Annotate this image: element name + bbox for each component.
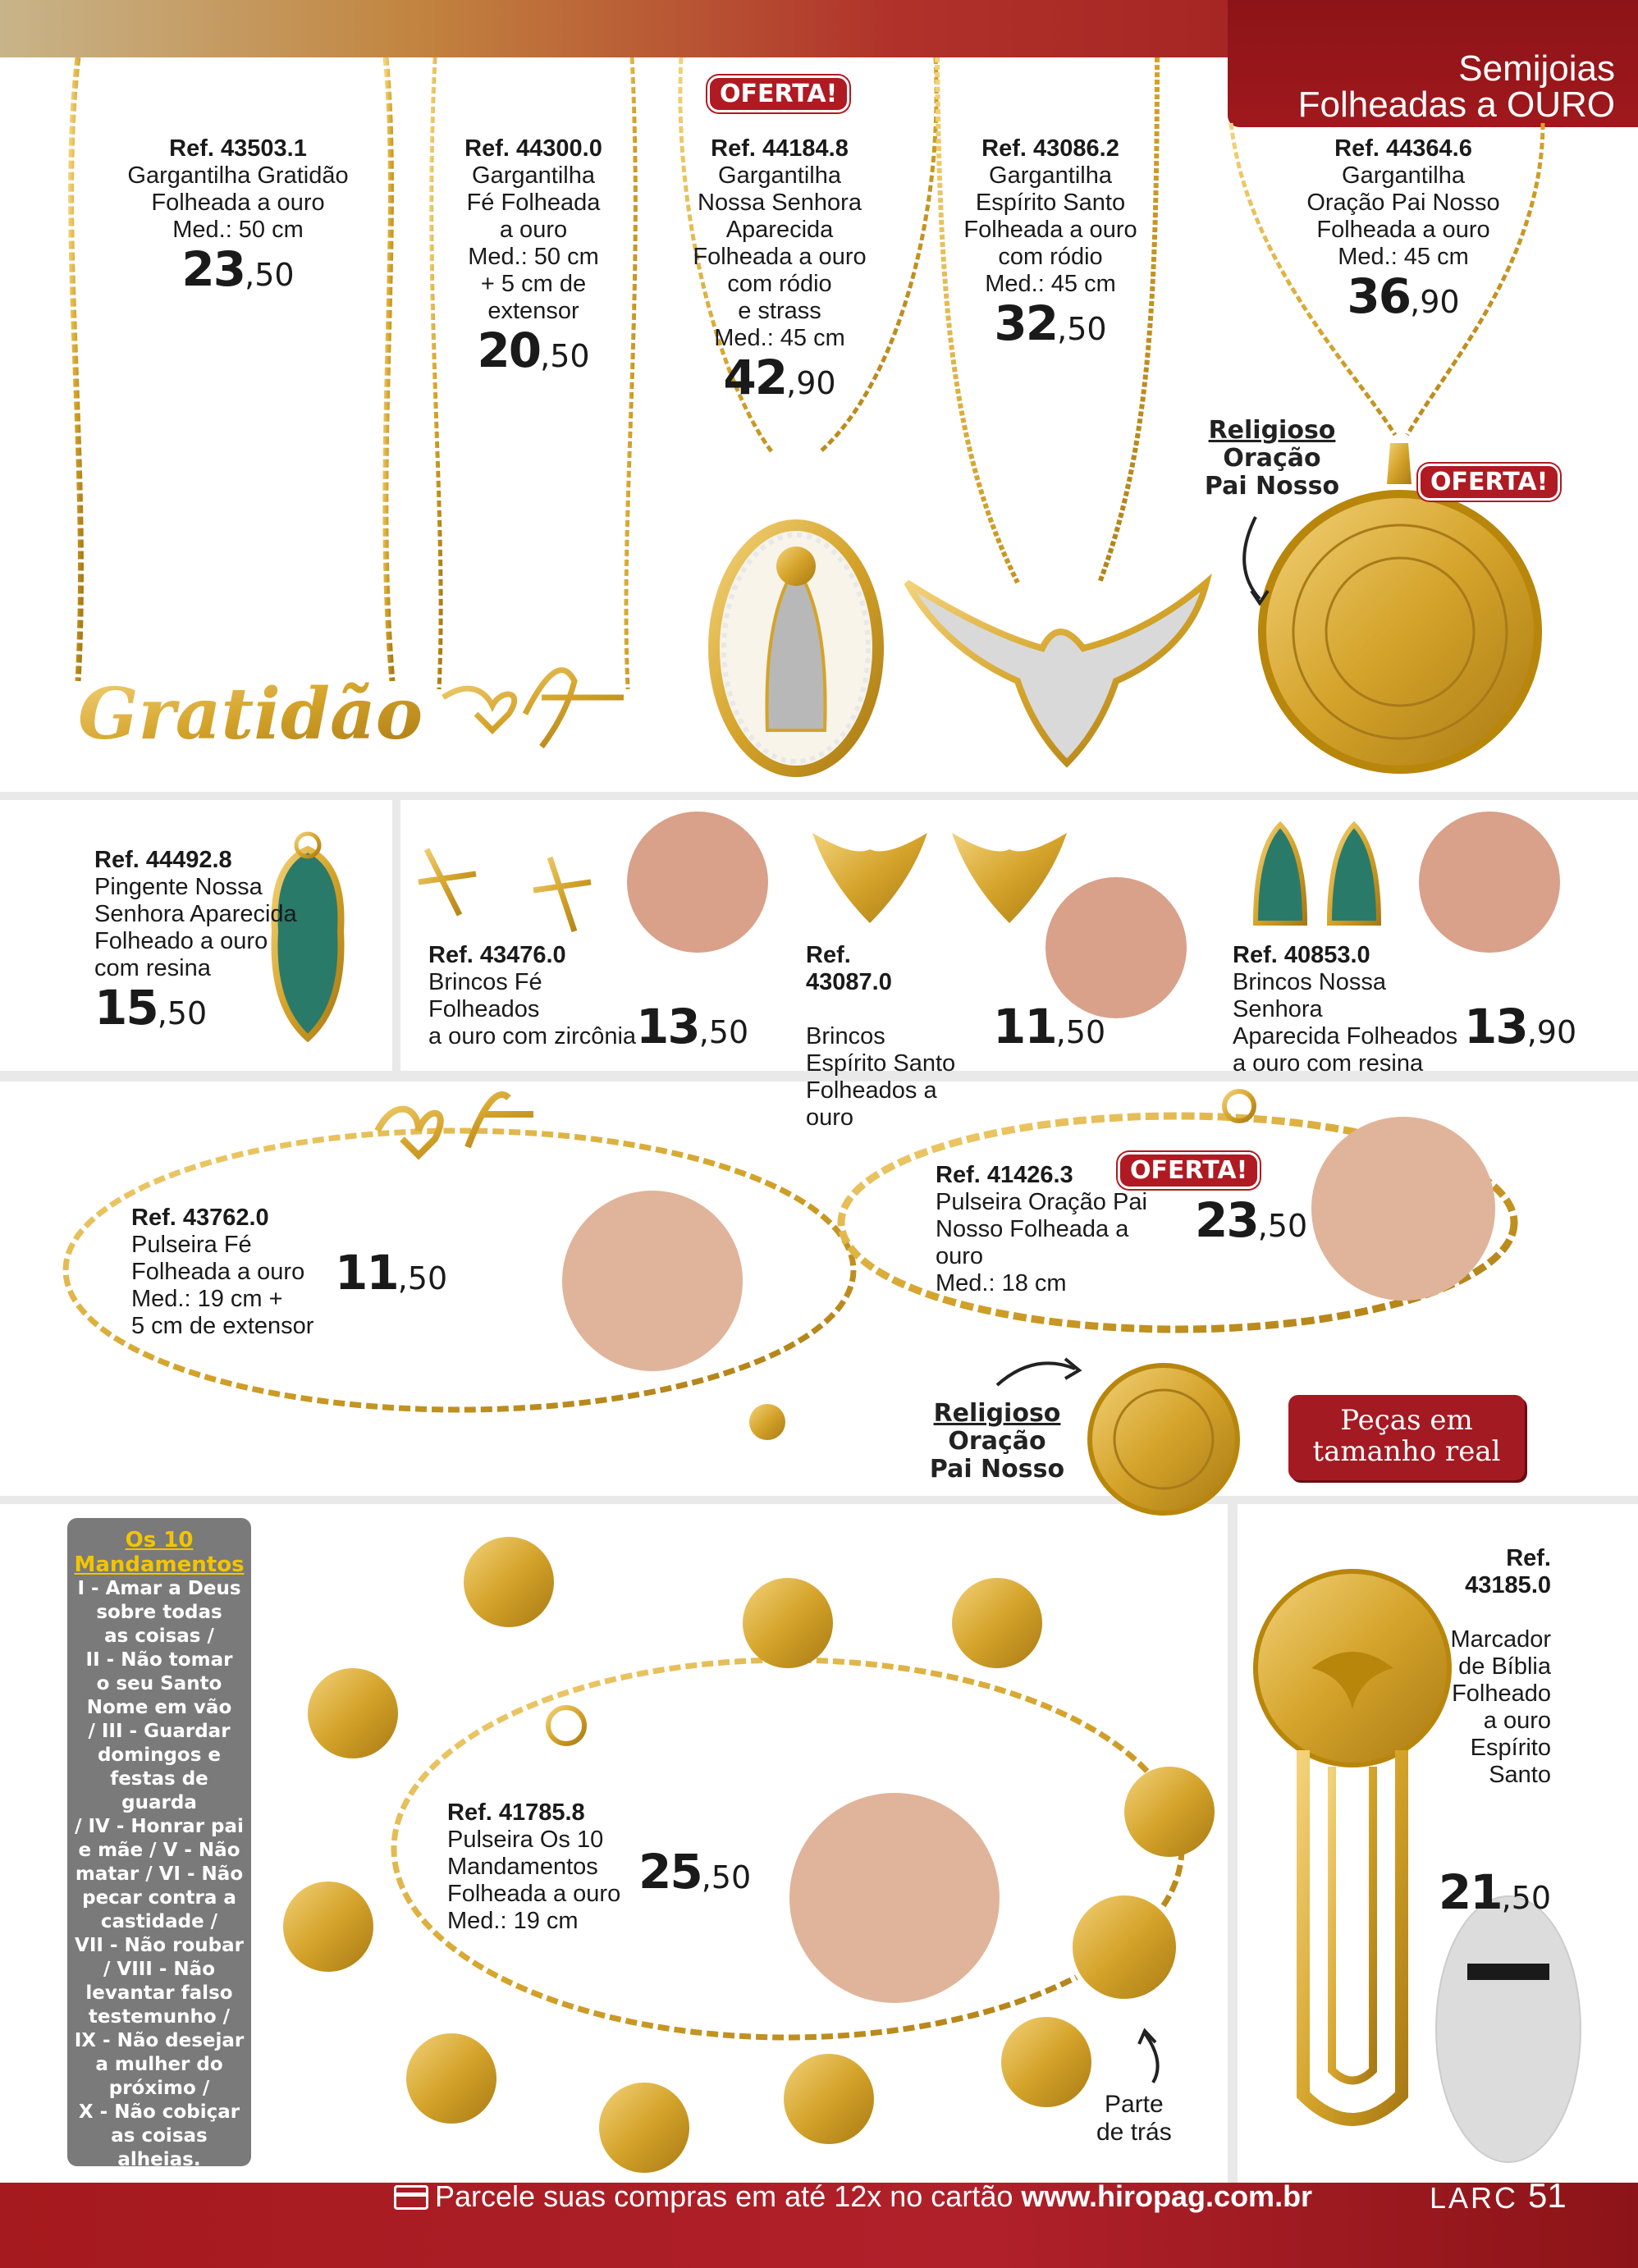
medal-3	[952, 1578, 1042, 1668]
price-integer: 21	[1438, 1864, 1502, 1920]
product-description: Gargantilha Fé Folheada a ouro Med.: 50 cm + 5 cm de extensor	[466, 162, 601, 324]
product-ref: Ref. 44492.8	[94, 847, 232, 873]
price-cents: ,50	[1501, 1880, 1551, 1916]
medal-2	[743, 1578, 833, 1668]
price-integer: 13	[1464, 999, 1527, 1054]
product-description: Gargantilha Gratidão Folheada a ouro Med.: 50 cm	[127, 162, 349, 243]
footer-url-link[interactable]: www.hiropag.com.br	[1021, 2179, 1313, 2213]
product-price-41785-8	[638, 1846, 751, 1903]
price-cents: ,50	[1257, 1208, 1308, 1244]
arrow-religioso-2	[997, 1363, 1075, 1385]
product-ref: Ref. 41785.8	[447, 1799, 585, 1826]
medal-6	[283, 1882, 373, 1972]
price-integer: 32	[994, 295, 1058, 351]
medal-5	[1124, 1767, 1215, 1857]
product-price	[689, 352, 870, 409]
product-40853-0	[1233, 942, 1479, 1077]
product-description: Brincos Espírito Santo Folheados a ouro	[806, 1023, 956, 1131]
product-ref: Ref. 43086.2	[981, 135, 1119, 162]
back-side-note: Parte de trás	[1096, 2091, 1172, 2146]
product-description: Gargantilha Espírito Santo Folheada a ouro com ródio Med.: 45 cm	[963, 162, 1137, 297]
price-cents: ,90	[1410, 284, 1460, 320]
fe-bracelet-charm	[377, 1095, 533, 1155]
product-ref: Ref. 40853.0	[1233, 942, 1370, 968]
religioso-line-1: Religioso	[1208, 416, 1336, 445]
product-ref: Ref. 44300.0	[464, 135, 602, 162]
product-description: Pulseira Oração Pai Nosso Folheada a ouro Med.: 18 cm	[936, 1189, 1147, 1296]
back-side-medal	[1070, 1893, 1178, 2001]
product-ref: Ref. 44184.8	[711, 135, 849, 162]
price-cents: ,50	[701, 1859, 752, 1895]
product-43087-0	[806, 915, 986, 1159]
price-cents: ,50	[157, 995, 208, 1031]
product-ref: Ref. 43762.0	[131, 1205, 269, 1231]
price-integer: 42	[723, 350, 787, 405]
product-ref: Ref. 41426.3	[936, 1162, 1073, 1188]
category-line-1: Semijoias	[1458, 48, 1615, 89]
product-description: Gargantilha Nossa Senhora Aparecida Folheada a ouro com ródio e strass Med.: 45 cm	[693, 162, 867, 351]
product-ref: Ref. 44364.6	[1334, 135, 1472, 162]
price-integer: 20	[477, 322, 541, 378]
fe-earring-ear-photo	[627, 812, 768, 953]
product-price	[960, 295, 1141, 354]
price-cents: ,50	[540, 338, 590, 374]
product-43185-0	[1428, 1518, 1551, 1950]
pai-nosso-bracelet-medal	[1090, 1365, 1238, 1513]
product-description: Pulseira Fé Folheada a ouro Med.: 19 cm + 5 cm de extensor	[131, 1232, 314, 1339]
religioso-line-2: Oração	[948, 1427, 1046, 1456]
commandments-text: I - Amar a Deus sobre todas as coisas / II - Não tomar o seu Santo Nome em vão / III - Guardar domingos e festas de guarda / IV - Honrar pai e mãe / V - Não matar / VI - Não pecar contra a castidade / VII - Não roubar / VIII - Não levantar falso testemunho / IX - Não desejar a mulher do próximo / X - Não cobiçar as coisas alheias.	[74, 1578, 245, 2170]
price-cents: ,50	[245, 257, 295, 293]
product-43503-1	[123, 135, 353, 300]
pai-nosso-bracelet-wrist-photo	[1311, 1117, 1495, 1301]
price-cents: ,50	[1057, 311, 1107, 347]
chain-gratidao-right	[386, 57, 392, 681]
product-43086-2	[960, 135, 1141, 354]
product-41426-3	[936, 1162, 1182, 1297]
product-41785-8	[447, 1799, 644, 1935]
fe-earring-2	[533, 857, 591, 931]
product-44184-8	[689, 135, 870, 409]
product-43762-0	[131, 1205, 328, 1340]
medal-1	[464, 1537, 554, 1627]
real-size-line-2: tamanho real	[1312, 1435, 1501, 1468]
product-description: Brincos Fé Folheados a ouro com zircônia	[428, 969, 637, 1049]
aparecida-earring-2	[1329, 825, 1379, 923]
product-description: Marcador de Bíblia Folheado a ouro Espírito Santo	[1450, 1626, 1551, 1788]
product-price-43087-0	[993, 1001, 1105, 1058]
clasp	[548, 1708, 584, 1744]
religioso-label	[923, 1400, 1071, 1484]
commandments-box	[67, 1518, 251, 2170]
real-size-line-1: Peças em	[1340, 1404, 1473, 1437]
dove-pendant	[907, 583, 1206, 763]
price-integer: 15	[94, 980, 158, 1036]
medal-9	[784, 2054, 874, 2144]
religioso-line-1: Religioso	[933, 1399, 1061, 1428]
product-description: Pingente Nossa Senhora Aparecida Folheado a ouro com resina	[94, 874, 297, 981]
pai-nosso-medal	[1262, 494, 1538, 770]
product-ref: Ref. 43503.1	[169, 135, 307, 162]
product-price	[1428, 1816, 1551, 1923]
medal-8	[599, 2083, 689, 2173]
medal-10	[1001, 2017, 1091, 2107]
product-price-43762-0	[335, 1247, 447, 1304]
product-price	[1297, 268, 1510, 327]
product-price	[94, 982, 308, 1039]
fe-earring-1	[419, 849, 476, 915]
price-integer: 11	[335, 1245, 398, 1301]
product-44492-8	[94, 847, 308, 1039]
page-number: 51	[1528, 2176, 1567, 2215]
religioso-line-2: Oração	[1223, 444, 1321, 473]
product-44364-6	[1297, 135, 1510, 327]
offer-badge: OFERTA!	[1418, 464, 1560, 501]
aparecida-earring-ear-photo	[1419, 812, 1560, 953]
commandments-title: Os 10 Mandamentos	[74, 1528, 245, 1577]
price-cents: ,90	[1526, 1014, 1577, 1050]
product-price-40853-0	[1464, 1001, 1576, 1058]
fe-pendant	[443, 670, 624, 747]
product-ref: Ref. 43185.0	[1465, 1545, 1551, 1598]
price-integer: 23	[181, 241, 245, 297]
fe-bracelet-wrist-photo	[562, 1191, 743, 1371]
product-description: Gargantilha Oração Pai Nosso Folheada a ouro Med.: 45 cm	[1306, 162, 1500, 270]
bookmark-clip	[1303, 1750, 1402, 2119]
medal-4	[308, 1668, 398, 1758]
chain-fe-left	[432, 57, 441, 689]
price-cents: ,50	[397, 1260, 448, 1296]
product-description: Brincos Nossa Senhora Aparecida Folheados a ouro com resina	[1233, 969, 1458, 1077]
arrow-religioso	[1244, 517, 1260, 599]
product-ref: Ref. 43476.0	[428, 942, 566, 968]
product-price-41426-3	[1195, 1192, 1308, 1251]
category-line-2: Folheadas a OURO	[1297, 85, 1615, 125]
price-cents: ,90	[786, 365, 836, 401]
price-integer: 13	[636, 999, 699, 1054]
product-43476-0	[428, 942, 658, 1050]
dove-earring-ear-photo	[1045, 877, 1187, 1018]
offer-badge: OFERTA!	[1118, 1152, 1260, 1189]
price-integer: 36	[1347, 268, 1411, 324]
price-cents: ,50	[1055, 1014, 1106, 1050]
commandments-wrist-photo	[789, 1793, 1000, 2003]
price-integer: 11	[993, 999, 1056, 1054]
religioso-line-3: Pai Nosso	[929, 1455, 1065, 1484]
price-integer: 25	[638, 1844, 702, 1900]
product-price-43476-0	[636, 1001, 748, 1058]
credit-card-icon	[394, 2185, 428, 2210]
brand-logo: LARC	[1430, 2181, 1519, 2215]
chain-gratidao-left	[71, 57, 81, 681]
aparecida-earring-1	[1256, 825, 1305, 923]
star-charm	[749, 1404, 785, 1440]
medal-7	[406, 2033, 496, 2124]
footer-installments	[394, 2179, 1312, 2214]
product-ref: Ref. 43087.0	[806, 942, 892, 995]
religioso-label	[1202, 417, 1342, 501]
footer-installments-text: Parcele suas compras em até 12x no cartão	[435, 2179, 1013, 2213]
offer-badge: OFERTA!	[707, 75, 849, 112]
gratidao-pendant: Gratidão	[78, 673, 423, 756]
price-cents: ,50	[698, 1014, 749, 1050]
religioso-line-3: Pai Nosso	[1204, 472, 1340, 501]
dove-earring-2	[952, 833, 1067, 923]
dove-earring-1	[812, 833, 927, 923]
product-price	[443, 322, 624, 382]
product-description: Pulseira Os 10 Mandamentos Folheada a ouro Med.: 19 cm	[447, 1827, 621, 1934]
product-44300-0	[443, 135, 624, 382]
price-integer: 23	[1195, 1192, 1258, 1248]
real-size-badge	[1288, 1395, 1525, 1480]
product-price	[123, 241, 353, 300]
chain-fe-right	[626, 57, 635, 689]
